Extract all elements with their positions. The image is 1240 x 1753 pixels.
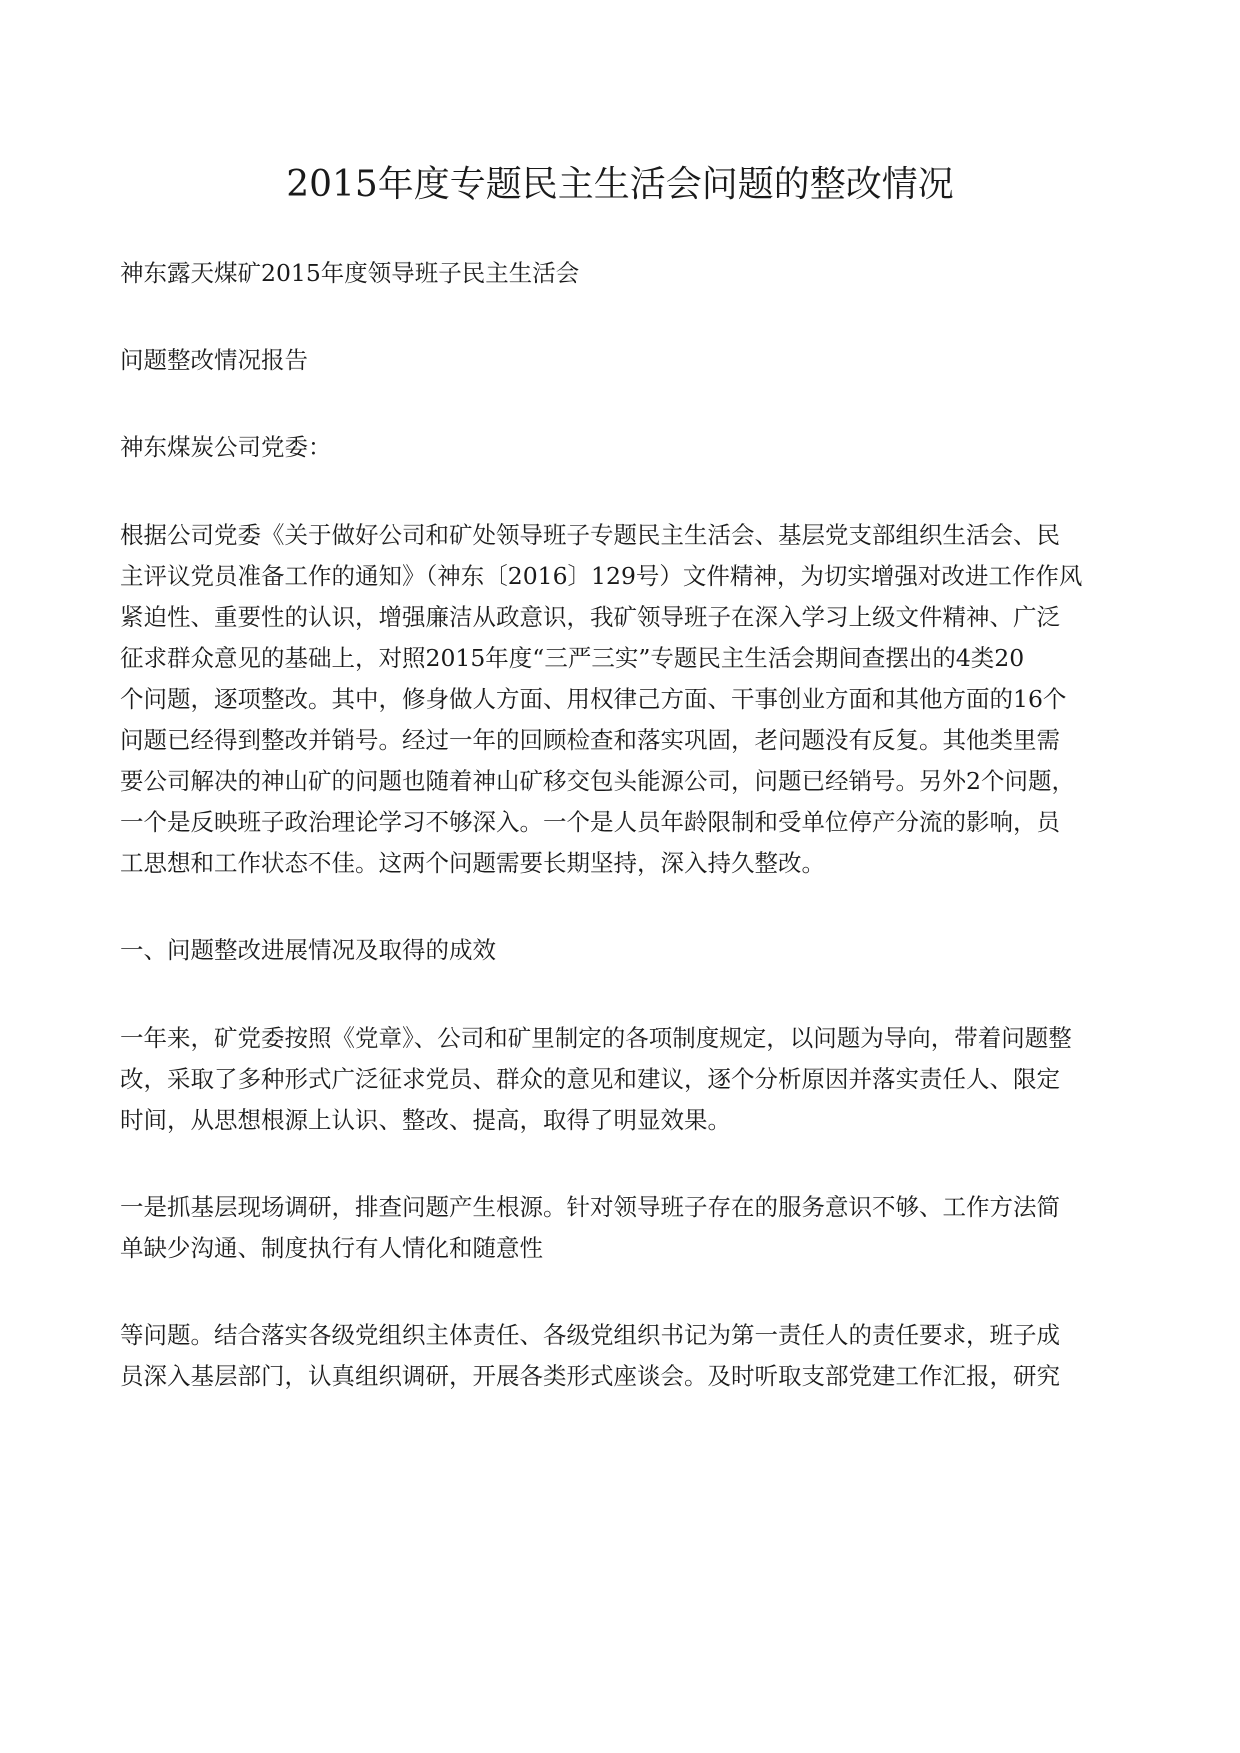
paragraph-line: 要公司解决的神山矿的问题也随着神山矿移交包头能源公司，问题已经销号。另外2个问题， <box>120 767 1075 795</box>
paragraph-line: 一个是反映班子政治理论学习不够深入。一个是人员年龄限制和受单位停产分流的影响，员 <box>120 808 1060 836</box>
paragraph-line: 改，采取了多种形式广泛征求党员、群众的意见和建议，逐个分析原因并落实责任人、限定 <box>120 1065 1060 1093</box>
paragraph-line: 时间，从思想根源上认识、整改、提高，取得了明显效果。 <box>120 1106 731 1134</box>
paragraph-line: 主评议党员准备工作的通知》（神东〔2016〕129号）文件精神，为切实增强对改进工作作风 <box>120 562 1083 590</box>
paragraph-line: 一年来，矿党委按照《党章》、公司和矿里制定的各项制度规定，以问题为导向，带着问题整 <box>120 1024 1072 1052</box>
paragraph-line: 征求群众意见的基础上，对照2015年度“三严三实”专题民主生活会期间查摆出的4类20 <box>120 644 1025 672</box>
paragraph-line: 等问题。结合落实各级党组织主体责任、各级党组织书记为第一责任人的责任要求，班子成 <box>120 1321 1060 1349</box>
section-heading: 一、问题整改进展情况及取得的成效 <box>120 936 496 964</box>
salutation: 神东煤炭公司党委： <box>120 433 332 461</box>
paragraph-line: 一是抓基层现场调研，排查问题产生根源。针对领导班子存在的服务意识不够、工作方法简 <box>120 1193 1060 1221</box>
document-title: 2015年度专题民主生活会问题的整改情况 <box>286 164 954 205</box>
paragraph-line: 紧迫性、重要性的认识，增强廉洁从政意识，我矿领导班子在深入学习上级文件精神、广泛 <box>120 603 1060 631</box>
subtitle-line-2: 问题整改情况报告 <box>120 346 308 374</box>
paragraph-line: 单缺少沟通、制度执行有人情化和随意性 <box>120 1234 543 1262</box>
paragraph-line: 问题已经得到整改并销号。经过一年的回顾检查和落实巩固，老问题没有反复。其他类里需 <box>120 726 1060 754</box>
paragraph-line: 员深入基层部门，认真组织调研，开展各类形式座谈会。及时听取支部党建工作汇报，研究 <box>120 1362 1060 1390</box>
paragraph-line: 工思想和工作状态不佳。这两个问题需要长期坚持，深入持久整改。 <box>120 849 825 877</box>
subtitle-line-1: 神东露天煤矿2015年度领导班子民主生活会 <box>120 259 580 287</box>
paragraph-line: 个问题，逐项整改。其中，修身做人方面、用权律己方面、干事创业方面和其他方面的16个 <box>120 685 1067 713</box>
paragraph-line: 根据公司党委《关于做好公司和矿处领导班子专题民主生活会、基层党支部组织生活会、民 <box>120 521 1060 549</box>
